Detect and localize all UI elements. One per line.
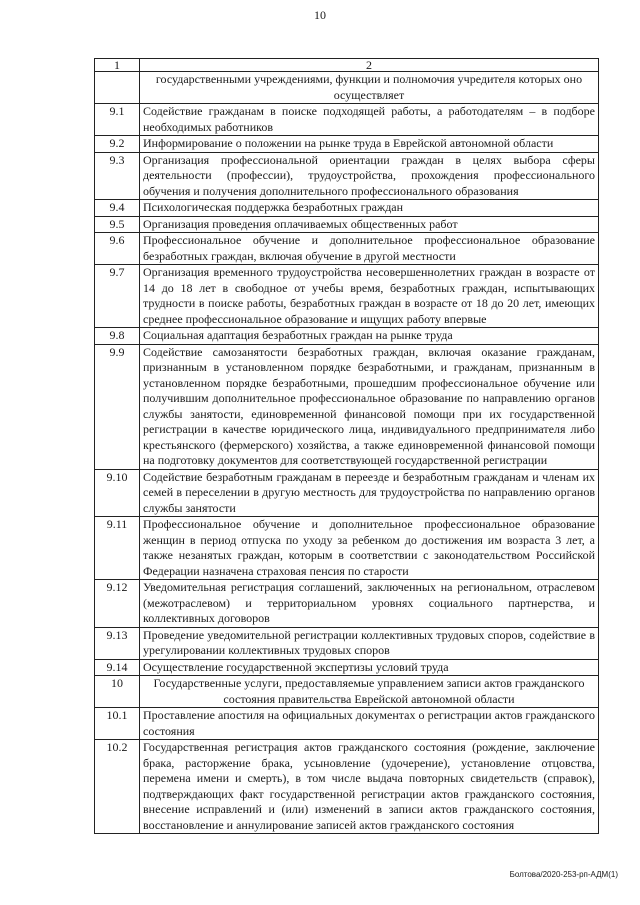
table-row	[95, 328, 599, 345]
row-number: 9.10	[95, 469, 140, 517]
row-description: Профессиональное обучение и дополнительное профессиональное образование женщин в период отпуска по уходу за ребенком до достижения им возраста 3 лет, а также незанятых граждан, которым в соответствии с законодательством Российской Федерации назначена страховая пенсия по старости	[140, 517, 599, 580]
row-number: 9.4	[95, 200, 140, 217]
row-description: Содействие гражданам в поиске подходящей работы, а работодателям – в подборе необходимых работников	[140, 104, 599, 136]
row-description: Государственная регистрация актов гражданского состояния (рождение, заключение брака, расторжение брака, усыновление (удочерение), установление отцовства, перемена имени и смерть), в том числе выдача повторных свидетельств (справок), подтверждающих факт государственной регистрации актов гражданского состояния, внесение исправлений и (или) изменений в записи актов гражданского состояния, восстановление и аннулирование записей актов гражданского состояния	[140, 740, 599, 834]
header-col-1: 1	[95, 59, 140, 72]
row-description: Организация профессиональной ориентации граждан в целях выбора сферы деятельности (профессии), трудоустройства, прохождения профессионального обучения и получения дополнительного профессионального образования	[140, 152, 599, 200]
table-row	[95, 740, 599, 834]
row-description: Организация проведения оплачиваемых общественных работ	[140, 216, 599, 233]
table-row	[95, 659, 599, 676]
row-description: Информирование о положении на рынке труда в Еврейской автономной области	[140, 136, 599, 153]
table-row	[95, 627, 599, 659]
table-row	[95, 216, 599, 233]
table-row	[95, 517, 599, 580]
row-number: 9.7	[95, 265, 140, 328]
row-number: 9.11	[95, 517, 140, 580]
row-description: Содействие самозанятости безработных граждан, включая оказание гражданам, признанным в установленном порядке безработными, и гражданам, признанным в установленном порядке безработными, прошедшим профессиональное обучение или получившим дополнительное профессиональное образование по направлению органов службы занятости, единовременной финансовой помощи при их государственной регистрации в качестве юридического лица, индивидуального предпринимателя либо крестьянского (фермерского) хозяйства, а также единовременной финансовой помощи на подготовку документов для соответствующей государственной регистрации	[140, 344, 599, 469]
row-number: 9.12	[95, 580, 140, 628]
table-row	[95, 708, 599, 740]
row-number: 9.3	[95, 152, 140, 200]
row-number: 9.14	[95, 659, 140, 676]
row-description: Государственные услуги, предоставляемые управлением записи актов гражданского состояния правительства Еврейской автономной области	[140, 676, 599, 708]
row-description: Проведение уведомительной регистрации коллективных трудовых споров, содействие в урегулировании коллективных трудовых споров	[140, 627, 599, 659]
row-description: Социальная адаптация безработных граждан на рынке труда	[140, 328, 599, 345]
table-row	[95, 136, 599, 153]
row-number: 9.2	[95, 136, 140, 153]
row-description: государственными учреждениями, функции и полномочия учредителя которых оно осуществляет	[140, 72, 599, 104]
row-description: Психологическая поддержка безработных граждан	[140, 200, 599, 217]
row-number: 9.9	[95, 344, 140, 469]
row-description: Содействие безработным гражданам в переезде и безработным гражданам и членам их семей в переселении в другую местность для трудоустройства по направлению органов службы занятости	[140, 469, 599, 517]
table-row	[95, 200, 599, 217]
row-number: 9.5	[95, 216, 140, 233]
row-number: 10	[95, 676, 140, 708]
table-row	[95, 676, 599, 708]
table-row	[95, 72, 599, 104]
table-row	[95, 580, 599, 628]
services-table	[94, 58, 599, 834]
row-number	[95, 72, 140, 104]
row-number: 9.8	[95, 328, 140, 345]
row-description: Организация временного трудоустройства несовершеннолетних граждан в возрасте от 14 до 18 лет в свободное от учебы время, безработных граждан, испытывающих трудности в поиске работы, безработных граждан в возрасте от 18 до 20 лет, имеющих среднее профессиональное образование и ищущих работу впервые	[140, 265, 599, 328]
row-description: Проставление апостиля на официальных документах о регистрации актов гражданского состояния	[140, 708, 599, 740]
row-number: 10.1	[95, 708, 140, 740]
table-header-row	[95, 59, 599, 72]
table-row	[95, 344, 599, 469]
row-description: Уведомительная регистрация соглашений, заключенных на региональном, отраслевом (межотраслевом) и территориальном уровнях социального партнерства, и коллективных договоров	[140, 580, 599, 628]
page-number: 10	[314, 8, 326, 22]
row-number: 9.13	[95, 627, 140, 659]
row-number: 10.2	[95, 740, 140, 834]
row-number: 9.1	[95, 104, 140, 136]
row-number: 9.6	[95, 233, 140, 265]
document-code: Болтова/2020-253-рп-АДМ(1)	[509, 870, 618, 879]
table-row	[95, 233, 599, 265]
table-row	[95, 265, 599, 328]
table-row	[95, 469, 599, 517]
row-description: Профессиональное обучение и дополнительное профессиональное образование безработных граждан, включая обучение в другой местности	[140, 233, 599, 265]
table-row	[95, 104, 599, 136]
header-col-2: 2	[140, 59, 599, 72]
row-description: Осуществление государственной экспертизы условий труда	[140, 659, 599, 676]
table-row	[95, 152, 599, 200]
